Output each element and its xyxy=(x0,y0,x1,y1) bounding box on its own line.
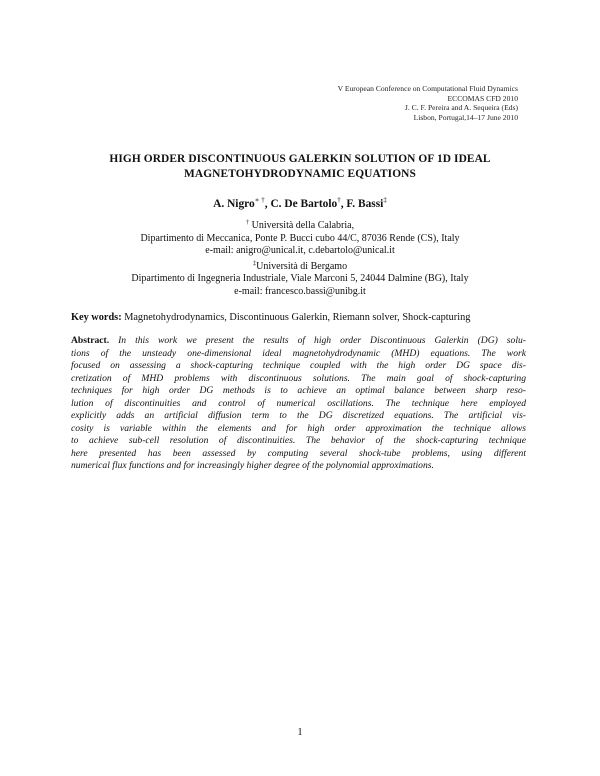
abstract-line-4: cretization of MHD problems with discontinuous solutions. The main goal of shock-capturing xyxy=(71,372,526,384)
author-1: A. Nigro xyxy=(213,198,255,210)
paper-title xyxy=(60,152,540,182)
keywords-text: Magnetohydrodynamics, Discontinuous Galerkin, Riemann solver, Shock-capturing xyxy=(121,312,471,323)
abstract-line-11: numerical flux functions and for increasingly higher degree of the polynomial approximations. xyxy=(71,460,434,471)
abstract-line-3: focused on assessing a shock-capturing technique coupled with the high order DG space dis- xyxy=(71,360,526,371)
author-2-marks: † xyxy=(337,196,341,204)
affiliation-1-university xyxy=(40,217,560,233)
abstract-label: Abstract. xyxy=(71,335,110,346)
author-list xyxy=(60,193,540,211)
page-number: 1 xyxy=(297,727,303,738)
affiliation-1-university-text: Università della Calabria, xyxy=(249,220,355,231)
abstract-line-7: explicitly adds an artificial diffusion term to the DG discretized equations. The artificial vis- xyxy=(71,410,526,421)
author-separator-1: , xyxy=(264,198,271,210)
abstract-line-2: tions of the unsteady one-dimensional ideal magnetohydrodynamic (MHD) equations. The work xyxy=(71,347,526,359)
keywords xyxy=(71,311,541,324)
author-1-marks: ∗ † xyxy=(254,196,265,204)
conference-editors: J. C. F. Pereira and A. Sequeira (Eds) xyxy=(404,103,518,113)
conference-name: V European Conference on Computational Fluid Dynamics xyxy=(337,84,518,93)
abstract-line-8: cosity is variable within the elements and for high order approximation the technique allows xyxy=(71,422,526,434)
affiliation-2-email: e-mail: francesco.bassi@unibg.it xyxy=(234,285,366,297)
title-line-2: MAGNETOHYDRODYNAMIC EQUATIONS xyxy=(184,168,416,180)
author-3: F. Bassi xyxy=(346,198,384,210)
keywords-label: Key words: xyxy=(71,312,122,323)
abstract-line-10: here presented has been assessed by computing several shock-tube problems, using different xyxy=(71,447,526,459)
affiliations xyxy=(40,217,560,299)
author-2: C. De Bartolo xyxy=(270,198,338,210)
abstract-line-9: to achieve sub-cell resolution of discontinuities. The behavior of the shock-capturing technique xyxy=(71,435,526,446)
conference-acronym: ECCOMAS CFD 2010 xyxy=(447,93,518,103)
affiliation-2-university xyxy=(40,258,560,274)
abstract-line-1 xyxy=(71,335,526,348)
affiliation-2-mark: ‡ xyxy=(252,259,257,267)
affiliation-1-department: Dipartimento di Meccanica, Ponte P. Bucci cubo 44/C, 87036 Rende (CS), Italy xyxy=(140,232,460,244)
conference-header xyxy=(338,84,518,122)
abstract-line-1-text: In this work we present the results of high order Discontinuous Galerkin (DG) solu- xyxy=(109,335,526,346)
conference-place-date: Lisbon, Portugal,14–17 June 2010 xyxy=(413,112,518,122)
abstract xyxy=(71,335,526,473)
affiliation-1-email: e-mail: anigro@unical.it, c.debartolo@unical.it xyxy=(205,245,395,257)
affiliation-2-department: Dipartimento di Ingegneria Industriale, Viale Marconi 5, 24044 Dalmine (BG), Italy xyxy=(131,273,469,285)
abstract-line-5: techniques for high order DG methods is to achieve an optimal balance between sharp reso- xyxy=(71,385,526,396)
title-line-1: HIGH ORDER DISCONTINUOUS GALERKIN SOLUTION OF 1D IDEAL xyxy=(109,153,491,165)
affiliation-1-mark: † xyxy=(245,219,250,226)
abstract-line-6: lution of discontinuities and control of numerical oscillations. The technique here employed xyxy=(71,397,526,409)
affiliation-2-university-text: Università di Bergamo xyxy=(256,260,348,272)
author-3-marks: ‡ xyxy=(383,196,387,204)
author-separator-2: , xyxy=(340,198,347,210)
